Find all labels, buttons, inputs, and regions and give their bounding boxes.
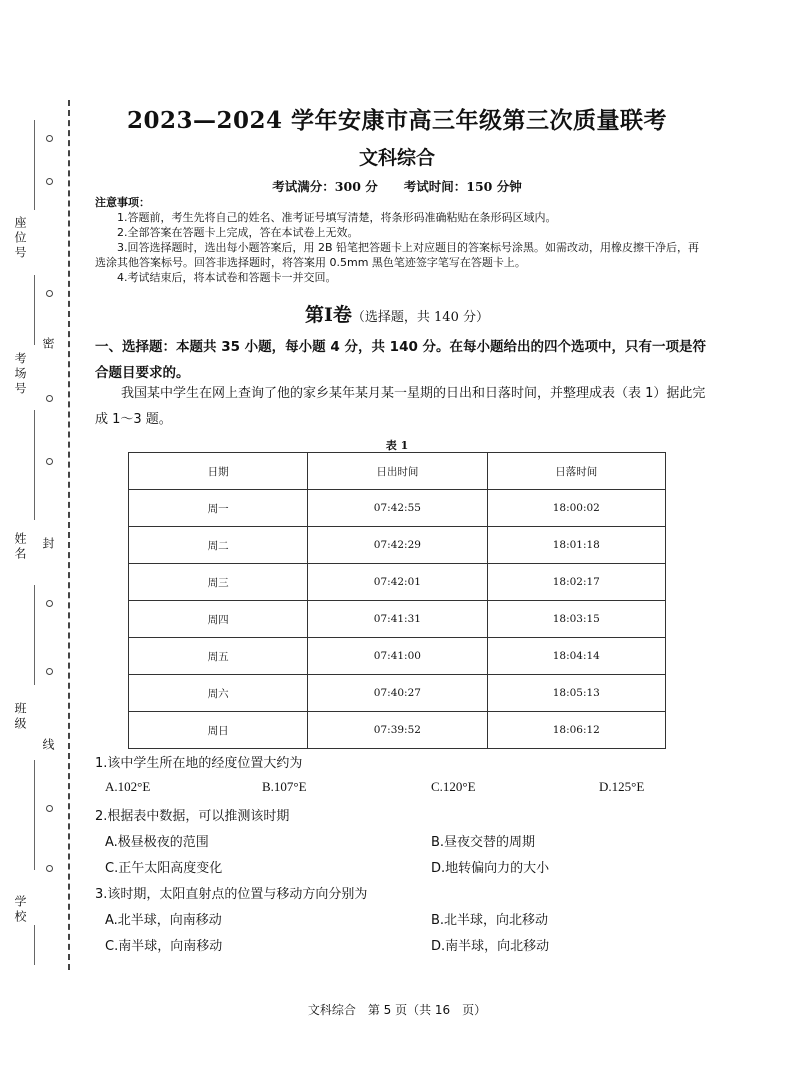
name-label: 姓名 xyxy=(13,532,27,562)
seal-char-mi: 密 xyxy=(41,337,55,349)
exam-time: 考试时间：150 分钟 xyxy=(403,179,522,194)
cell-sunrise: 07:41:31 xyxy=(308,601,487,638)
note-item: 2.全部答案在答题卡上完成，答在本试卷上无效。 xyxy=(117,226,359,239)
column-header-sunrise: 日出时间 xyxy=(308,453,487,490)
cell-sunset: 18:04:14 xyxy=(487,638,665,675)
note-item: 3.回答选择题时，选出每小题答案后，用 2B 铅笔把答题卡上对应题目的答案标号涂黑。如需改动，用橡皮擦干净后，再选涂其他答案标号。回答非选择题时，将答案用 0.5mm 黑色笔迹签字笔写在答题卡上。 xyxy=(95,241,700,269)
cell-sunrise: 07:40:27 xyxy=(308,675,487,712)
notes-title: 注意事项： xyxy=(95,196,150,209)
cell-day: 周三 xyxy=(129,564,308,601)
part-subtitle: （选择题，共 140 分） xyxy=(351,310,489,325)
column-header-date: 日期 xyxy=(129,453,308,490)
cell-day: 周五 xyxy=(129,638,308,675)
q1-option-a: A.102°E xyxy=(105,779,151,794)
question-intro: 我国某中学生在网上查询了他的家乡某年某月某一星期的日出和日落时间，并整理成表（表 1）据此完成 1～3 题。 xyxy=(95,386,706,427)
binding-hole-icon xyxy=(46,290,53,297)
cell-sunrise: 07:39:52 xyxy=(308,712,487,749)
question-3-stem: 3.该时期，太阳直射点的位置与移动方向分别为 xyxy=(95,887,368,902)
q2-option-c: C.正午太阳高度变化 xyxy=(105,861,223,876)
cell-day: 周一 xyxy=(129,490,308,527)
part-heading xyxy=(0,300,794,327)
table-row xyxy=(129,490,666,527)
binding-hole-icon xyxy=(46,865,53,872)
exam-info xyxy=(0,177,794,195)
fill-line xyxy=(34,585,35,685)
question-1-stem: 1.该中学生所在地的经度位置大约为 xyxy=(95,756,303,771)
q1-option-d: D.125°E xyxy=(599,779,645,794)
cell-sunset: 18:00:02 xyxy=(487,490,665,527)
table-row xyxy=(129,675,666,712)
cell-day: 周日 xyxy=(129,712,308,749)
fill-line xyxy=(34,410,35,520)
note-item: 1.答题前，考生先将自己的姓名、准考证号填写清楚，将条形码准确粘贴在条形码区域内。 xyxy=(117,211,557,224)
full-score: 考试满分：300 分 xyxy=(272,179,378,194)
sunrise-sunset-table xyxy=(128,452,666,749)
cell-sunset: 18:02:17 xyxy=(487,564,665,601)
seat-number-label: 座位号 xyxy=(13,216,27,261)
binding-hole-icon xyxy=(46,668,53,675)
table-row xyxy=(129,564,666,601)
column-header-sunset: 日落时间 xyxy=(487,453,665,490)
cell-sunset: 18:05:13 xyxy=(487,675,665,712)
cell-day: 周六 xyxy=(129,675,308,712)
page-footer: 文科综合 第 5 页（共 16 页） xyxy=(307,1003,487,1017)
q2-option-b: B.昼夜交替的周期 xyxy=(431,835,536,850)
binding-hole-icon xyxy=(46,600,53,607)
cell-sunset: 18:03:15 xyxy=(487,601,665,638)
cell-day: 周二 xyxy=(129,527,308,564)
school-label: 学校 xyxy=(13,895,27,925)
q3-option-a: A.北半球，向南移动 xyxy=(105,913,222,928)
binding-hole-icon xyxy=(46,805,53,812)
note-item: 4.考试结束后，将本试卷和答题卡一并交回。 xyxy=(117,271,337,284)
exam-subject: 文科综合 xyxy=(358,147,435,169)
seal-char-xian: 线 xyxy=(41,738,55,750)
binding-hole-icon xyxy=(46,458,53,465)
binding-hole-icon xyxy=(46,395,53,402)
table-header-row xyxy=(129,453,666,490)
cell-day: 周四 xyxy=(129,601,308,638)
question-2-stem: 2.根据表中数据，可以推测该时期 xyxy=(95,809,290,824)
seal-char-feng: 封 xyxy=(41,537,55,549)
table-row xyxy=(129,712,666,749)
q3-option-d: D.南半球，向北移动 xyxy=(431,939,550,954)
cell-sunrise: 07:42:29 xyxy=(308,527,487,564)
class-label: 班级 xyxy=(13,702,27,732)
q1-option-c: C.120°E xyxy=(431,779,476,794)
binding-hole-icon xyxy=(46,135,53,142)
exam-room-label: 考场号 xyxy=(13,352,27,397)
part-title: 第Ⅰ卷 xyxy=(305,304,352,326)
q2-option-d: D.地转偏向力的大小 xyxy=(431,861,550,876)
table-caption: 表 1 xyxy=(385,439,409,452)
table-row xyxy=(129,601,666,638)
q3-option-c: C.南半球，向南移动 xyxy=(105,939,223,954)
exam-notes xyxy=(95,195,710,285)
cell-sunset: 18:06:12 xyxy=(487,712,665,749)
q1-option-b: B.107°E xyxy=(262,779,307,794)
binding-dashed-line xyxy=(68,100,70,970)
cell-sunrise: 07:42:55 xyxy=(308,490,487,527)
cell-sunrise: 07:41:00 xyxy=(308,638,487,675)
section-instructions: 一、选择题：本题共 35 小题，每小题 4 分，共 140 分。在每小题给出的四个选项中，只有一项是符合题目要求的。 xyxy=(95,339,707,381)
cell-sunrise: 07:42:01 xyxy=(308,564,487,601)
cell-sunset: 18:01:18 xyxy=(487,527,665,564)
fill-line xyxy=(34,925,35,965)
fill-line xyxy=(34,760,35,870)
q2-option-a: A.极昼极夜的范围 xyxy=(105,835,209,850)
q3-option-b: B.北半球，向北移动 xyxy=(431,913,549,928)
table-row xyxy=(129,638,666,675)
exam-title: 2023—2024 学年安康市高三年级第三次质量联考 xyxy=(126,107,668,134)
table-row xyxy=(129,527,666,564)
